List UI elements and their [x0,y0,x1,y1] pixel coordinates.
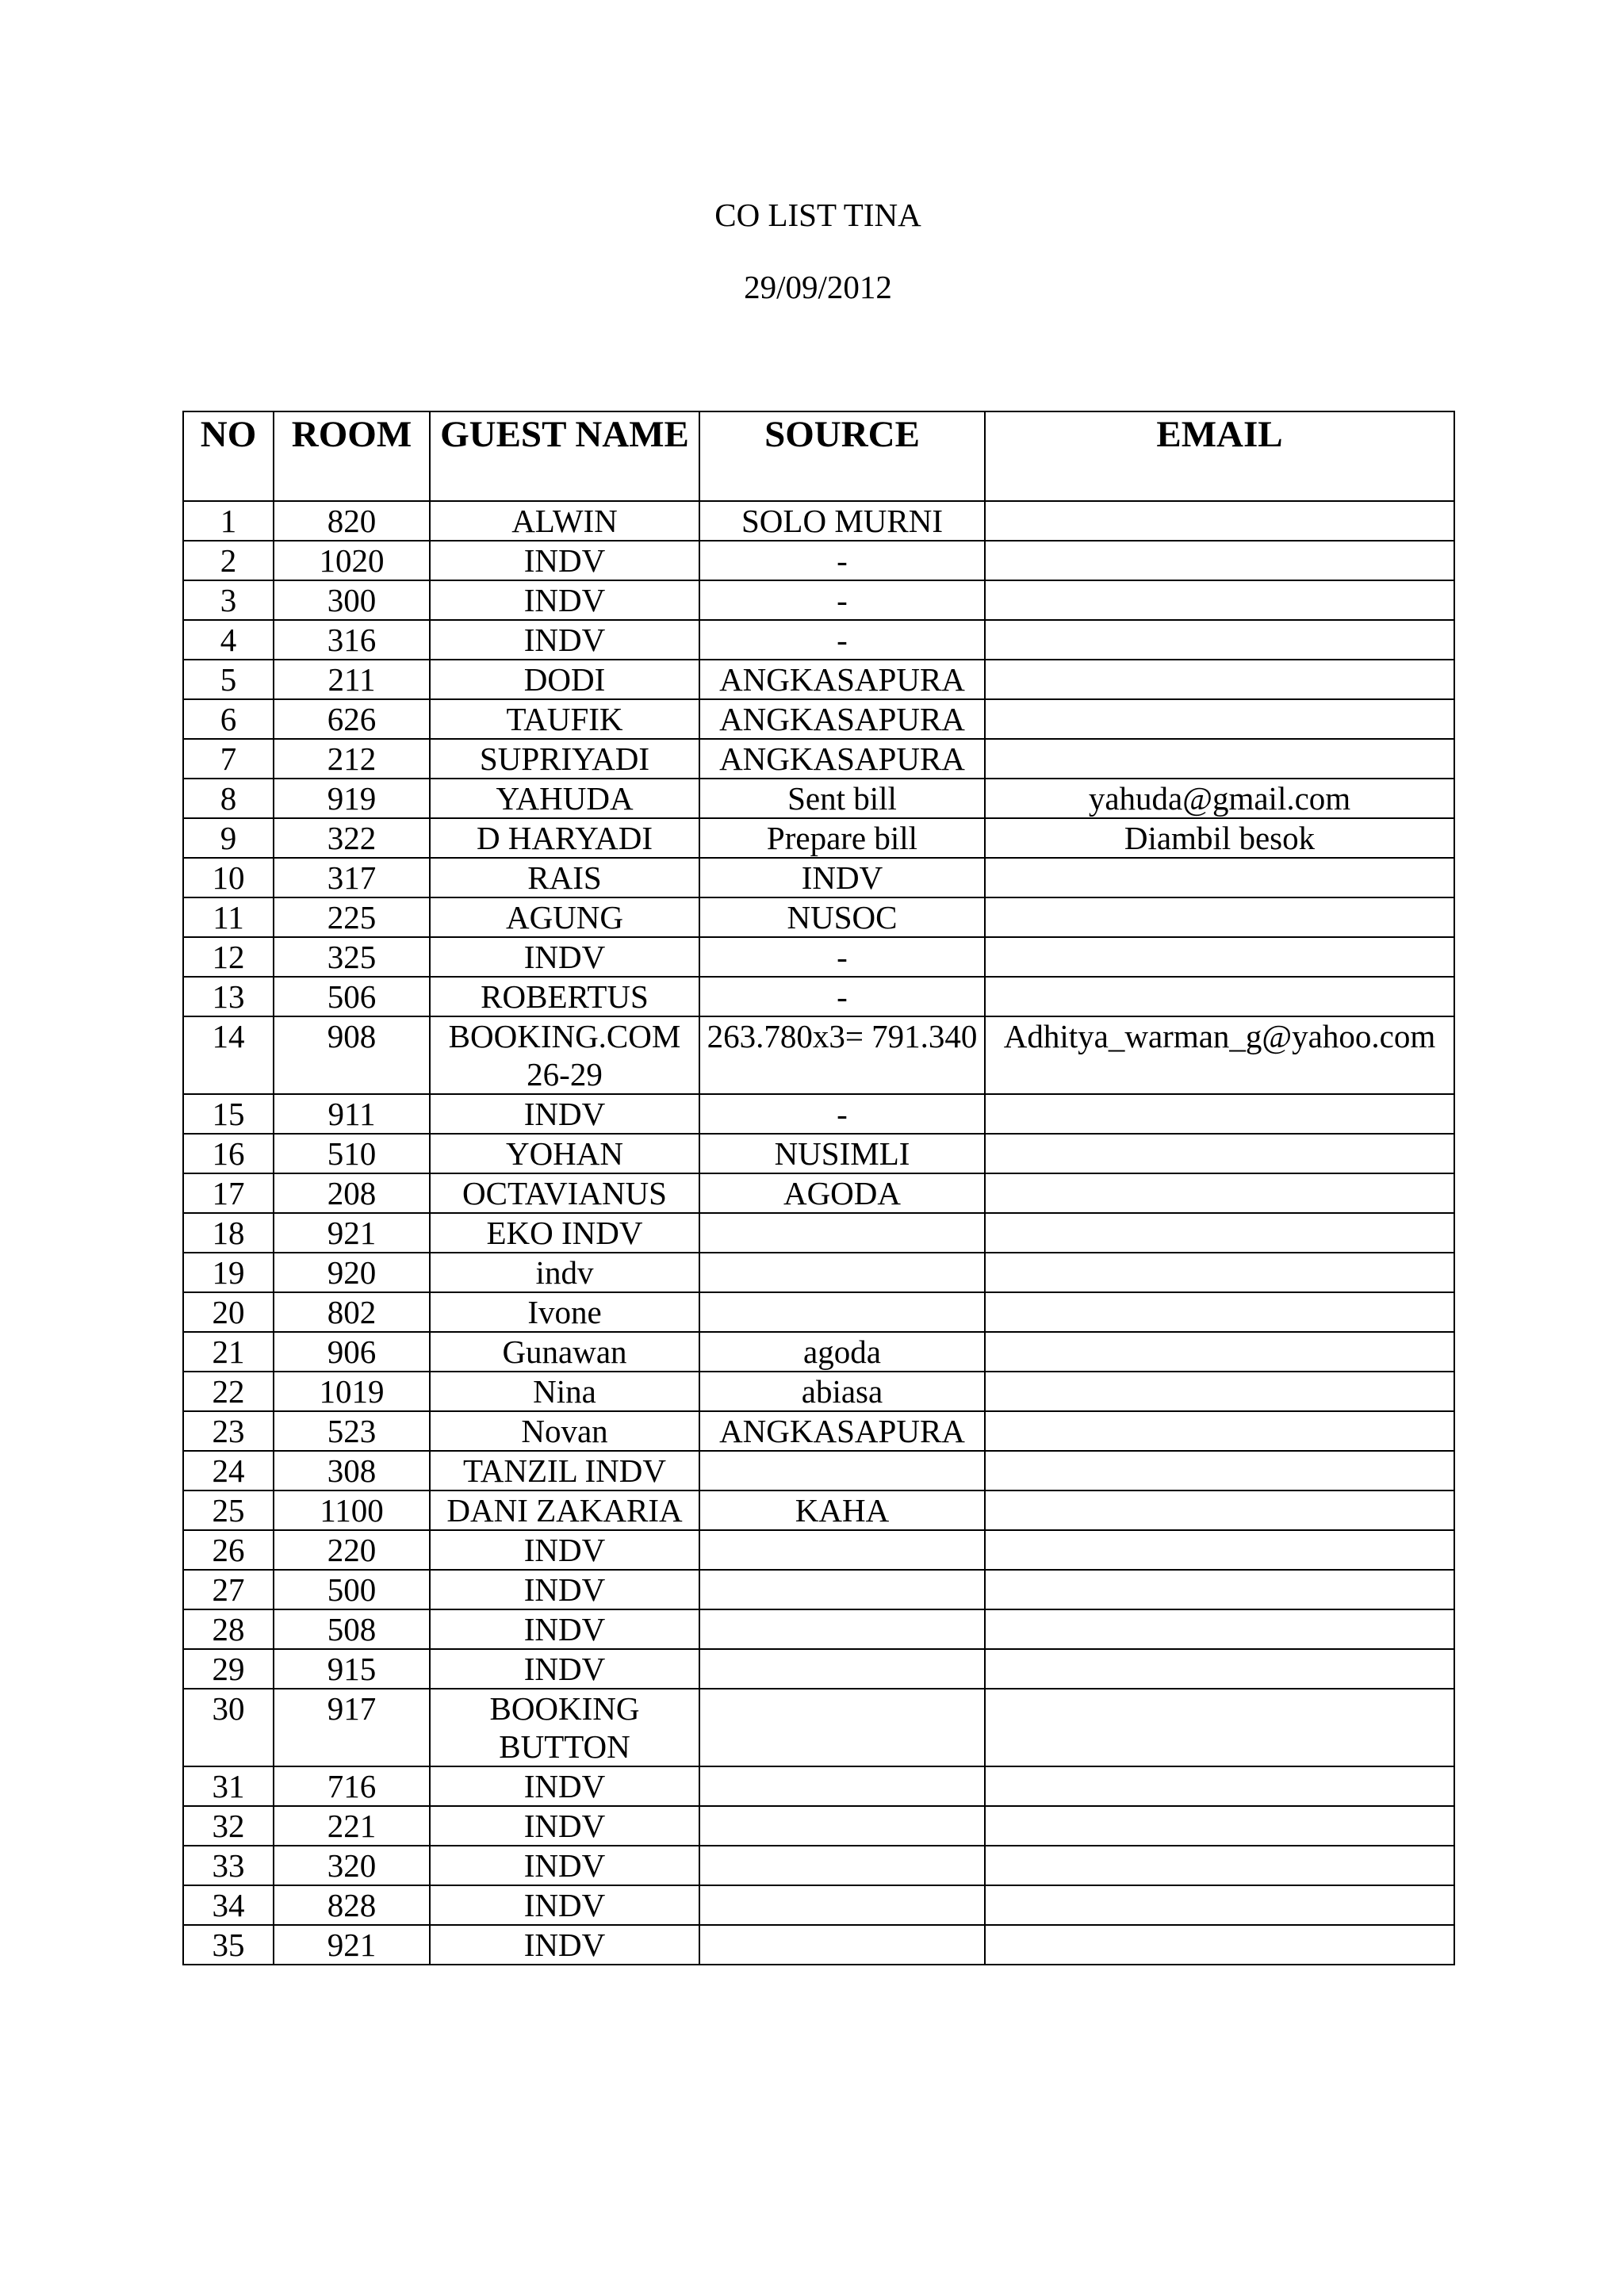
cell-source [699,1925,985,1965]
cell-room: 523 [274,1411,430,1451]
cell-no: 25 [183,1490,274,1530]
table-row [183,1016,1454,1094]
cell-source: ANGKASAPURA [699,660,985,699]
cell-source [699,1846,985,1885]
cell-guest-name: DANI ZAKARIA [430,1490,699,1530]
cell-room: 322 [274,818,430,858]
table-row [183,1253,1454,1292]
cell-email [985,699,1454,739]
cell-source: abiasa [699,1372,985,1411]
cell-guest-name: INDV [430,1846,699,1885]
cell-guest-name: Ivone [430,1292,699,1332]
cell-email [985,1372,1454,1411]
cell-email [985,1411,1454,1451]
table-row [183,1173,1454,1213]
cell-email [985,660,1454,699]
cell-no: 26 [183,1530,274,1570]
cell-email [985,1134,1454,1173]
cell-guest-name: DODI [430,660,699,699]
cell-email [985,1451,1454,1490]
table-row [183,1372,1454,1411]
cell-guest-name: YOHAN [430,1134,699,1173]
cell-room: 1100 [274,1490,430,1530]
cell-guest-name: Novan [430,1411,699,1451]
cell-guest-name: D HARYADI [430,818,699,858]
cell-no: 28 [183,1609,274,1649]
cell-no: 30 [183,1689,274,1766]
cell-room: 211 [274,660,430,699]
cell-source: NUSIMLI [699,1134,985,1173]
cell-guest-name: INDV [430,1649,699,1689]
cell-no: 22 [183,1372,274,1411]
cell-no: 4 [183,620,274,660]
checkout-table [182,411,1455,1965]
table-row [183,580,1454,620]
cell-room: 906 [274,1332,430,1372]
cell-no: 12 [183,937,274,977]
table-row [183,1570,1454,1609]
header-no: NO [183,411,274,501]
cell-no: 34 [183,1885,274,1925]
cell-room: 915 [274,1649,430,1689]
table-row [183,1134,1454,1173]
cell-no: 15 [183,1094,274,1134]
cell-email [985,977,1454,1016]
cell-room: 510 [274,1134,430,1173]
header-source: SOURCE [699,411,985,501]
table-row [183,1411,1454,1451]
cell-email [985,620,1454,660]
cell-source [699,1609,985,1649]
cell-room: 1020 [274,541,430,580]
cell-room: 921 [274,1925,430,1965]
cell-no: 7 [183,739,274,779]
cell-no: 27 [183,1570,274,1609]
cell-source [699,1885,985,1925]
cell-guest-name: ROBERTUS [430,977,699,1016]
cell-room: 908 [274,1016,430,1094]
cell-email [985,1766,1454,1806]
cell-no: 16 [183,1134,274,1173]
cell-room: 506 [274,977,430,1016]
cell-no: 17 [183,1173,274,1213]
cell-email [985,1925,1454,1965]
cell-email [985,937,1454,977]
table-row [183,1451,1454,1490]
cell-room: 300 [274,580,430,620]
table-row [183,1292,1454,1332]
cell-room: 716 [274,1766,430,1806]
cell-guest-name: INDV [430,620,699,660]
table-row [183,779,1454,818]
cell-guest-name: TANZIL INDV [430,1451,699,1490]
cell-room: 316 [274,620,430,660]
table-row [183,1609,1454,1649]
cell-source [699,1806,985,1846]
table-header [183,411,1454,501]
cell-room: 508 [274,1609,430,1649]
table-row [183,897,1454,937]
cell-room: 320 [274,1846,430,1885]
cell-source: INDV [699,858,985,897]
header-email: EMAIL [985,411,1454,501]
cell-source: NUSOC [699,897,985,937]
table-row [183,977,1454,1016]
cell-no: 3 [183,580,274,620]
cell-email [985,1253,1454,1292]
table-row [183,1806,1454,1846]
table-row [183,858,1454,897]
cell-source [699,1451,985,1490]
cell-no: 31 [183,1766,274,1806]
cell-room: 500 [274,1570,430,1609]
cell-no: 20 [183,1292,274,1332]
cell-source: agoda [699,1332,985,1372]
cell-no: 14 [183,1016,274,1094]
cell-room: 317 [274,858,430,897]
cell-source [699,1530,985,1570]
cell-email [985,739,1454,779]
cell-email [985,1213,1454,1253]
cell-guest-name: INDV [430,1094,699,1134]
cell-room: 921 [274,1213,430,1253]
cell-source: AGODA [699,1173,985,1213]
header-room: ROOM [274,411,430,501]
cell-source [699,1292,985,1332]
cell-room: 820 [274,501,430,541]
header-guest-name: GUEST NAME [430,411,699,501]
cell-source: - [699,620,985,660]
cell-source [699,1766,985,1806]
table-row [183,1885,1454,1925]
cell-email [985,1806,1454,1846]
cell-email [985,1885,1454,1925]
cell-email [985,858,1454,897]
cell-guest-name: Nina [430,1372,699,1411]
cell-source [699,1570,985,1609]
cell-email [985,1490,1454,1530]
cell-no: 29 [183,1649,274,1689]
cell-email [985,1846,1454,1885]
cell-no: 8 [183,779,274,818]
cell-guest-name: INDV [430,1885,699,1925]
cell-room: 220 [274,1530,430,1570]
cell-source: - [699,580,985,620]
cell-room: 919 [274,779,430,818]
cell-no: 11 [183,897,274,937]
table-row [183,1846,1454,1885]
cell-source: - [699,977,985,1016]
cell-room: 221 [274,1806,430,1846]
cell-no: 21 [183,1332,274,1372]
cell-source [699,1253,985,1292]
cell-email [985,541,1454,580]
cell-email [985,1173,1454,1213]
cell-email [985,1689,1454,1766]
cell-room: 917 [274,1689,430,1766]
table-row [183,501,1454,541]
table-row [183,1490,1454,1530]
cell-guest-name: AGUNG [430,897,699,937]
table-row [183,1094,1454,1134]
table-row [183,1332,1454,1372]
cell-guest-name: INDV [430,1530,699,1570]
table-row [183,541,1454,580]
table-header-row [183,411,1454,501]
cell-guest-name: EKO INDV [430,1213,699,1253]
cell-source: ANGKASAPURA [699,739,985,779]
table-row [183,1925,1454,1965]
cell-no: 19 [183,1253,274,1292]
cell-source: - [699,1094,985,1134]
cell-guest-name: INDV [430,1925,699,1965]
cell-no: 35 [183,1925,274,1965]
cell-room: 208 [274,1173,430,1213]
cell-guest-name: INDV [430,541,699,580]
table-row [183,937,1454,977]
cell-room: 1019 [274,1372,430,1411]
cell-email [985,1570,1454,1609]
cell-email [985,580,1454,620]
cell-email [985,1649,1454,1689]
cell-no: 1 [183,501,274,541]
cell-no: 5 [183,660,274,699]
cell-no: 10 [183,858,274,897]
cell-no: 13 [183,977,274,1016]
cell-source [699,1213,985,1253]
cell-guest-name: Gunawan [430,1332,699,1372]
cell-no: 32 [183,1806,274,1846]
cell-room: 802 [274,1292,430,1332]
cell-room: 308 [274,1451,430,1490]
cell-guest-name: RAIS [430,858,699,897]
cell-room: 828 [274,1885,430,1925]
cell-email [985,501,1454,541]
table-row [183,1530,1454,1570]
cell-email: Diambil besok [985,818,1454,858]
cell-guest-name: indv [430,1253,699,1292]
cell-guest-name: INDV [430,580,699,620]
table-row [183,1689,1454,1766]
cell-room: 920 [274,1253,430,1292]
cell-source: ANGKASAPURA [699,1411,985,1451]
cell-email [985,897,1454,937]
cell-email: yahuda@gmail.com [985,779,1454,818]
cell-source: - [699,541,985,580]
cell-source: ANGKASAPURA [699,699,985,739]
cell-source: 263.780x3= 791.340 [699,1016,985,1094]
table-row [183,699,1454,739]
cell-source: SOLO MURNI [699,501,985,541]
cell-room: 212 [274,739,430,779]
cell-room: 225 [274,897,430,937]
cell-email [985,1530,1454,1570]
cell-source [699,1649,985,1689]
cell-source [699,1689,985,1766]
cell-email: Adhitya_warman_g@yahoo.com [985,1016,1454,1094]
cell-guest-name: BOOKING.COM 26-29 [430,1016,699,1094]
cell-no: 6 [183,699,274,739]
cell-no: 23 [183,1411,274,1451]
table-row [183,1649,1454,1689]
table-row [183,818,1454,858]
page-title: CO LIST TINA [714,197,921,233]
cell-guest-name: INDV [430,1806,699,1846]
cell-guest-name: INDV [430,937,699,977]
page-date: 29/09/2012 [744,269,892,305]
cell-no: 2 [183,541,274,580]
cell-email [985,1292,1454,1332]
cell-guest-name: YAHUDA [430,779,699,818]
table-row [183,1213,1454,1253]
cell-room: 325 [274,937,430,977]
cell-guest-name: INDV [430,1609,699,1649]
cell-guest-name: BOOKING BUTTON [430,1689,699,1766]
cell-email [985,1609,1454,1649]
table-row [183,620,1454,660]
cell-source: Sent bill [699,779,985,818]
cell-no: 24 [183,1451,274,1490]
cell-no: 9 [183,818,274,858]
cell-guest-name: TAUFIK [430,699,699,739]
cell-source: Prepare bill [699,818,985,858]
cell-guest-name: SUPRIYADI [430,739,699,779]
cell-room: 626 [274,699,430,739]
table-body [183,501,1454,1965]
cell-email [985,1332,1454,1372]
cell-no: 18 [183,1213,274,1253]
table-row [183,739,1454,779]
cell-guest-name: INDV [430,1766,699,1806]
cell-email [985,1094,1454,1134]
table-row [183,1766,1454,1806]
cell-guest-name: INDV [430,1570,699,1609]
cell-guest-name: ALWIN [430,501,699,541]
cell-room: 911 [274,1094,430,1134]
cell-no: 33 [183,1846,274,1885]
table-row [183,660,1454,699]
cell-source: KAHA [699,1490,985,1530]
cell-guest-name: OCTAVIANUS [430,1173,699,1213]
cell-source: - [699,937,985,977]
